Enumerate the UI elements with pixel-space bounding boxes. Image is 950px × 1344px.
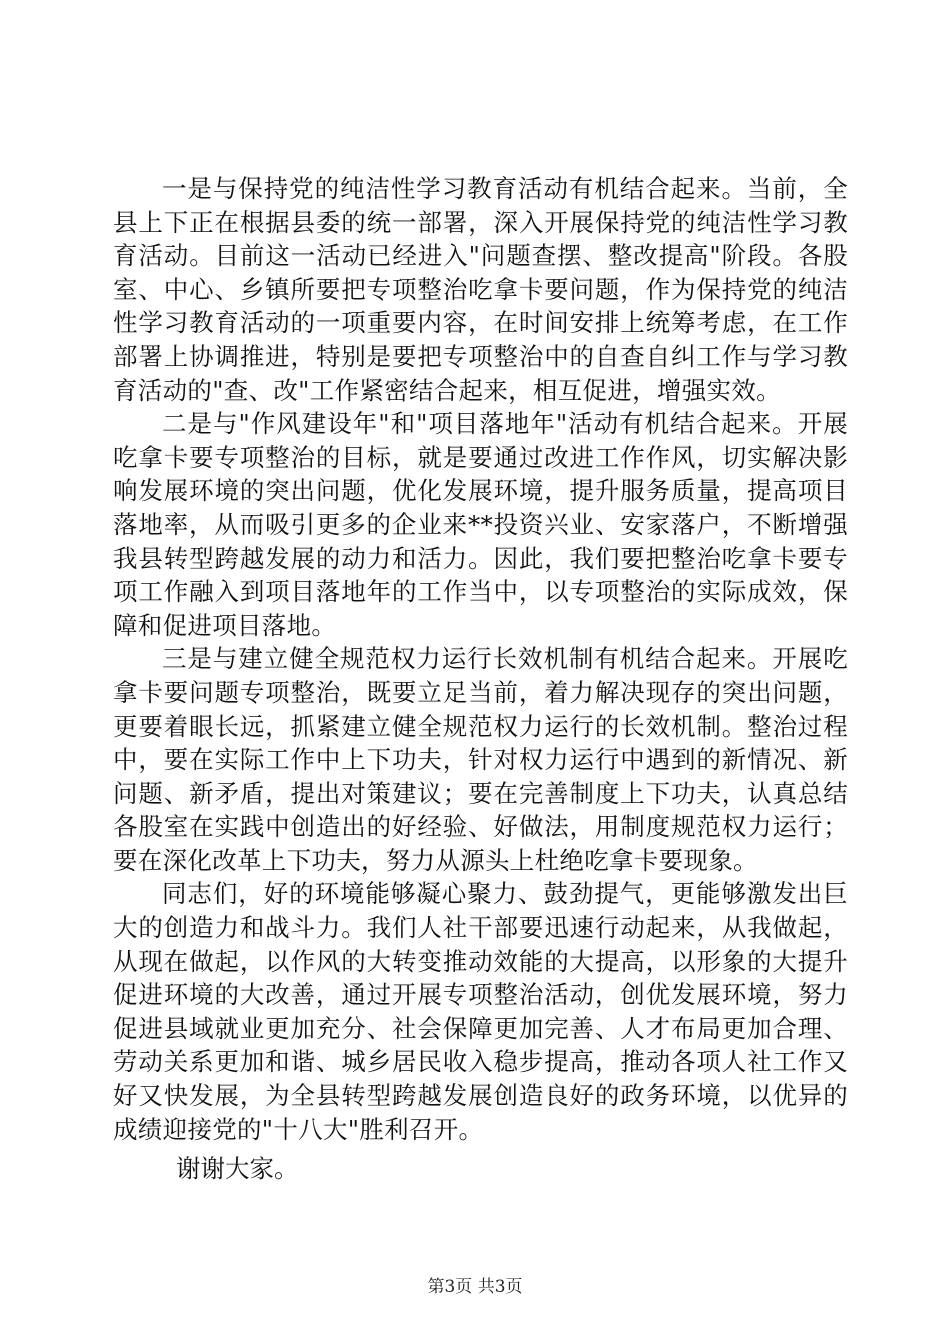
paragraph-3: 三是与建立健全规范权力运行长效机制有机结合起来。开展吃拿卡要问题专项整治，既要立足当前，着力解决现存的突出问题，更要着眼长远，抓紧建立健全规范权力运行的长效机制。整治过程中，要在实际工作中上下功夫，针对权力运行中遇到的新情况、新问题、新矛盾，提出对策建议；要在完善制度上下功夫，认真总结各股室在实践中创造出的好经验、好做法，用制度规范权力运行；要在深化改革上下功夫，努力从源头上杜绝吃拿卡要现象。 bbox=[113, 644, 848, 875]
page-number-footer: 第3页 共3页 bbox=[427, 1277, 523, 1297]
paragraph-2: 二是与"作风建设年"和"项目落地年"活动有机结合起来。开展吃拿卡要专项整治的目标，就是要通过改进工作作风，切实解决影响发展环境的突出问题，优化发展环境，提升服务质量，提高项目落地率，从而吸引更多的企业来**投资兴业、安家落户，不断增强我县转型跨越发展的动力和活力。因此，我们要把整治吃拿卡要专项工作融入到项目落地年的工作当中，以专项整治的实际成效，保障和促进项目落地。 bbox=[113, 409, 848, 640]
document-body bbox=[113, 172, 848, 1146]
closing-remark: 谢谢大家。 bbox=[176, 1154, 299, 1183]
paragraph-1: 一是与保持党的纯洁性学习教育活动有机结合起来。当前，全县上下正在根据县委的统一部署，深入开展保持党的纯洁性学习教育活动。目前这一活动已经进入"问题查摆、整改提高"阶段。各股室、中心、乡镇所要把专项整治吃拿卡要问题，作为保持党的纯洁性学习教育活动的一项重要内容，在时间安排上统筹考虑，在工作部署上协调推进，特别是要把专项整治中的自查自纠工作与学习教育活动的"查、改"工作紧密结合起来，相互促进，增强实效。 bbox=[113, 174, 848, 405]
paragraph-4: 同志们，好的环境能够凝心聚力、鼓劲提气，更能够激发出巨大的创造力和战斗力。我们人社干部要迅速行动起来，从我做起，从现在做起，以作风的大转变推动效能的大提高，以形象的大提升促进环境的大改善，通过开展专项整治活动，创优发展环境，努力促进县域就业更加充分、社会保障更加完善、人才布局更加合理、劳动关系更加和谐、城乡居民收入稳步提高，推动各项人社工作又好又快发展，为全县转型跨越发展创造良好的政务环境，以优异的成绩迎接党的"十八大"胜利召开。 bbox=[113, 879, 848, 1144]
